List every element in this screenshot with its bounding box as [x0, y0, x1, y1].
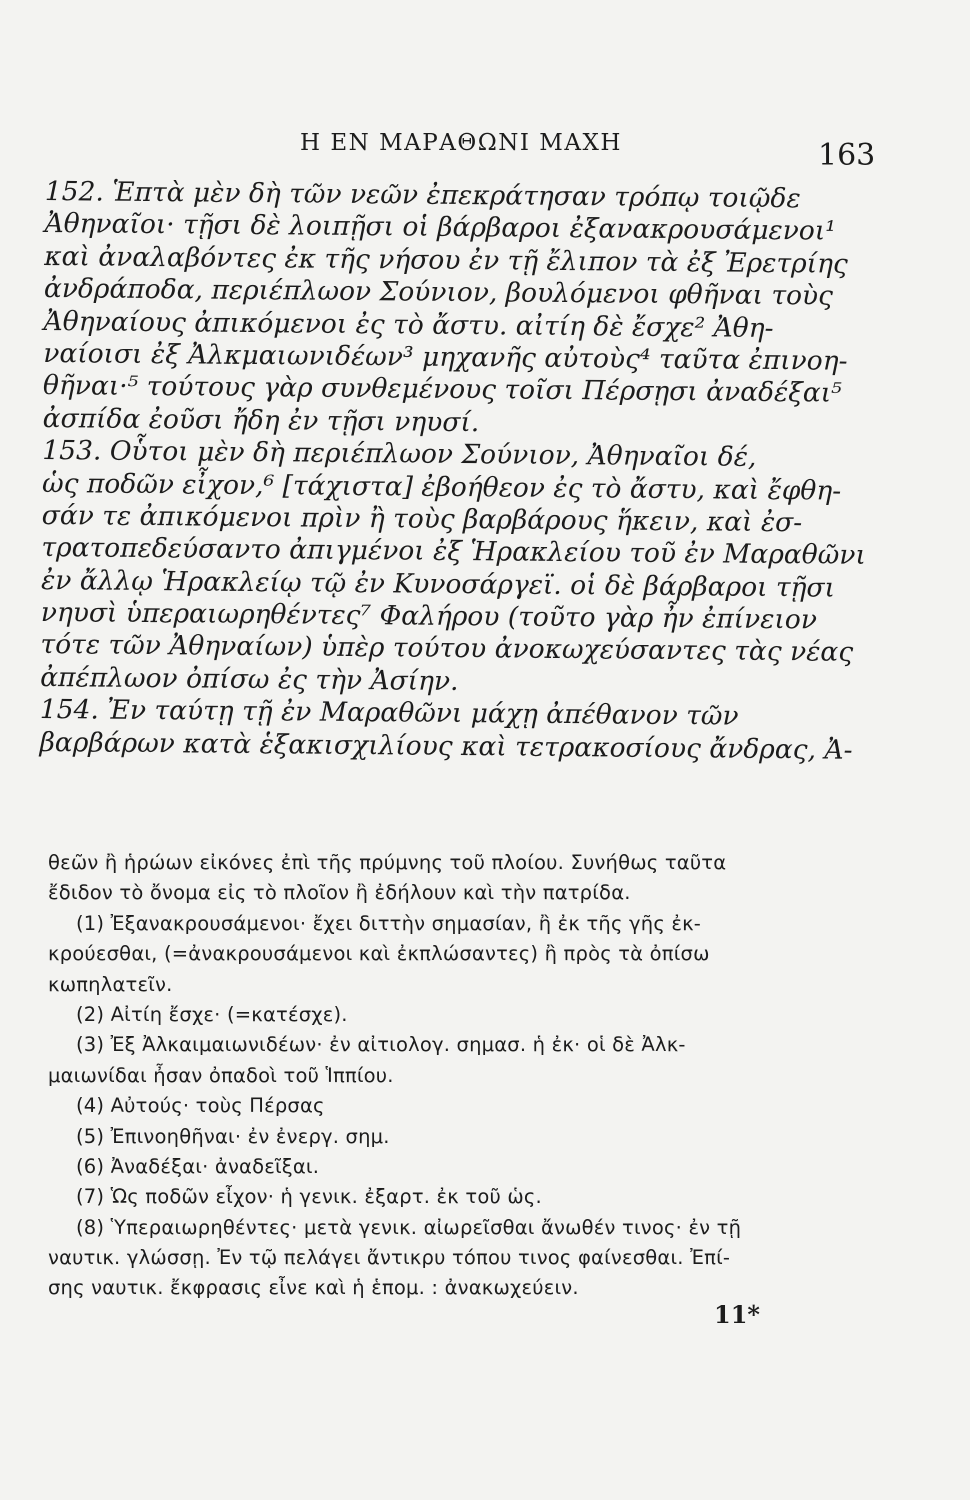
text-line: ὡς ποδῶν εἶχον,⁶ [τάχιστα] ἐβοήθεον ἐς τὸ ἄστυ, καὶ ἔφθη-: [41, 467, 842, 507]
text-line: ἀνδράποδα, περιέπλωον Σούνιον, βουλόμενοι φθῆναι τοὺς: [43, 273, 834, 312]
footnote-line: μαιωνίδαι ἦσαν ὀπαδοὶ τοῦ Ἱππίου.: [48, 1063, 394, 1087]
text-line: ναίοισι ἐξ Ἀλκμαιωνιδέων³ μηχανῆς αὐτοὺς⁴ ταῦτα ἐπινοη-: [43, 337, 848, 377]
text-line: Ἀθηναῖοι· τῇσι δὲ λοιπῇσι οἱ βάρβαροι ἐξανακρουσάμενοι¹: [44, 208, 836, 247]
footnote-line: κρούεσθαι, (=ἀνακρουσάμενοι καὶ ἐκπλώσαντες) ἢ πρὸς τὰ ὀπίσω: [48, 942, 710, 966]
text-line: ἐν ἄλλῳ Ἡρακλείῳ τῷ ἐν Κυνοσάργεϊ. οἱ δὲ βάρβαροι τῇσι: [40, 564, 836, 604]
footnote-line: (3) Ἐξ Ἀλκαιμαιωνιδέων· ἐν αἰτιολογ. σημασ. ἡ ἐκ· οἱ δὲ Ἀλκ-: [76, 1033, 686, 1057]
footnote-line: (6) Ἀναδέξαι· ἀναδεῖξαι.: [76, 1154, 320, 1178]
text-line: τρατοπεδεύσαντο ἀπιγμένοι ἐξ Ἡρακλείου τοῦ ἐν Μαραθῶνι: [41, 532, 866, 572]
main-text-block: [39, 176, 880, 767]
text-line: σάν τε ἀπικόμενοι πρὶν ἢ τοὺς βαρβάρους ἥκειν, καὶ ἐσ-: [41, 499, 803, 539]
footnote-line: (1) Ἐξανακρουσάμενοι· ἔχει διττὴν σημασίαν, ἢ ἐκ τῆς γῆς ἐκ-: [76, 911, 702, 935]
text-line: 154. Ἐν ταύτῃ τῇ ἐν Μαραθῶνι μάχῃ ἀπέθανον τῶν: [39, 694, 739, 732]
footnote-line: (7) Ὡς ποδῶν εἶχον· ἡ γενικ. ἐξαρτ. ἐκ τοῦ ὡς.: [76, 1185, 542, 1209]
text-line: θῆναι·⁵ τούτους γὰρ συνθεμένους τοῖσι Πέρσῃσι ἀναδέξαι⁵: [42, 370, 842, 410]
text-line: Ἀθηναίους ἀπικόμενοι ἐς τὸ ἄστυ. αἰτίη δὲ ἔσχε² Ἀθη-: [43, 305, 774, 344]
text-line: 152. Ἑπτὰ μὲν δὴ τῶν νεῶν ἐπεκράτησαν τρόπῳ τοιῷδε: [44, 176, 801, 215]
footnote-line: ἔδιδον τὸ ὄνομα εἰς τὸ πλοῖον ἢ ἐδήλουν καὶ τὴν πατρίδα.: [48, 881, 631, 905]
text-line: βαρβάρων κατὰ ἑξακισχιλίους καὶ τετρακοσίους ἄνδρας, Ἀ-: [39, 726, 853, 766]
text-line: καὶ ἀναλαβόντες ἐκ τῆς νήσου ἐν τῇ ἔλιπον τὰ ἐξ Ἐρετρίης: [44, 240, 848, 280]
text-line: νηυσὶ ὑπεραιωρηθέντες⁷ Φαλήρου (τοῦτο γὰρ ἦν ἐπίνειον: [40, 597, 818, 636]
footnote-line: κωπηλατεῖν.: [48, 972, 173, 996]
page-number: 163: [818, 138, 876, 173]
footnote-line: (4) Αὐτούς· τοὺς Πέρσας: [76, 1094, 325, 1118]
running-header: Η ΕΝ ΜΑΡΑΘΩΝΙ ΜΑΧΗ: [300, 130, 622, 156]
footnote-line: (2) Αἰτίη ἔσχε· (=κατέσχε).: [76, 1002, 348, 1026]
footnote-line: σης ναυτικ. ἔκφρασις εἶνε καὶ ἡ ἑπομ. : ἀνακωχεύειν.: [48, 1276, 579, 1300]
text-line: ἀπέπλωον ὀπίσω ἐς τὴν Ἀσίην.: [40, 661, 459, 697]
footnote-line: (5) Ἐπινοηθῆναι· ἐν ἐνεργ. σημ.: [76, 1124, 390, 1148]
footnotes-block: [48, 848, 878, 1304]
footnote-line: ναυτικ. γλώσσῃ. Ἐν τῷ πελάγει ἄντικρυ τόπου τινος φαίνεσθαι. Ἐπί-: [48, 1246, 731, 1270]
signature-mark: 11*: [714, 1300, 760, 1329]
footnote-line: θεῶν ἢ ἡρώων εἰκόνες ἐπὶ τῆς πρύμνης τοῦ πλοίου. Συνήθως ταῦτα: [48, 851, 727, 874]
footnote-line: (8) Ὑπεραιωρηθέντες· μετὰ γενικ. αἰωρεῖσθαι ἄνωθέν τινος· ἐν τῇ: [76, 1215, 742, 1239]
text-line: 153. Οὗτοι μὲν δὴ περιέπλωον Σούνιον, Ἀθηναῖοι δέ,: [42, 435, 757, 473]
text-line: ἀσπίδα ἐοῦσι ἤδη ἐν τῇσι νηυσί.: [42, 402, 480, 438]
text-line: τότε τῶν Ἀθηναίων) ὑπὲρ τούτου ἀνοκωχεύσαντες τὰς νέας: [40, 629, 854, 669]
